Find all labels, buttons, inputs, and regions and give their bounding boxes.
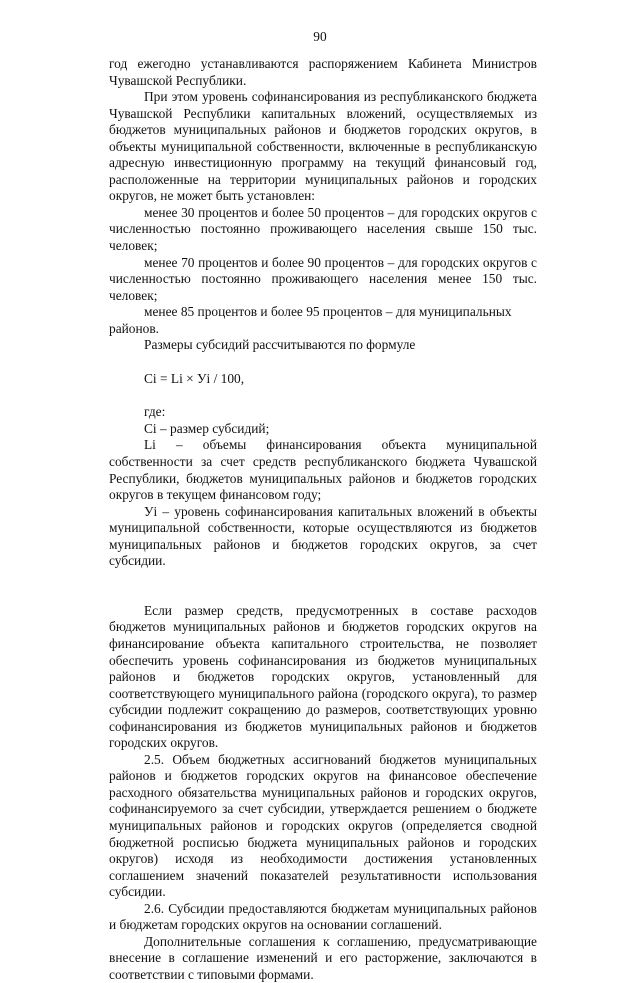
paragraph-limit-large-cities: менее 30 процентов и более 50 процентов – для городских округов с численностью постоянно проживающего населения свыше 150 тыс. человек; (109, 204, 537, 254)
page-number: 90 (313, 29, 327, 44)
where-label: где: (144, 404, 166, 420)
body-text (109, 56, 537, 983)
formula: Сi = Li × Уi / 100, (144, 370, 245, 386)
paragraph-limit-districts: менее 85 процентов и более 95 процентов – для муниципальных районов. (109, 304, 512, 336)
paragraph-reduction: Если размер средств, предусмотренных в составе расходов бюджетов муниципальных районов и бюджетов городских округов на финансирование объекта капитального строительства, не позволяет обеспечить уровень софинансирования из бюджетов муниципальных районов и бюджетов городских округов, установленный для соответствующего муниципального района (городского округа), то размер субсидии подлежит сокращению до размеров, соответствующих уровню софинансирования из бюджетов муниципальных районов и бюджетов городских округов. (109, 602, 537, 751)
paragraph-2-5: 2.5. Объем бюджетных ассигнований бюджетов муниципальных районов и бюджетов городских округов на финансовое обеспечение расходного обязательства муниципальных районов и городских округов, софинансируемого за счет субсидии, утверждается решением о бюджете муниципальных районов и городских округов (определяется сводной бюджетной росписью бюджета муниципальных районов и городских округов) исходя из необходимости достижения установленных соглашением значений показателей результативности использования субсидии. (109, 751, 537, 900)
paragraph-formula-intro: Размеры субсидий рассчитываются по формуле (144, 337, 416, 353)
paragraph-2-6: 2.6. Субсидии предоставляются бюджетам муниципальных районов и бюджетам городских округов на основании соглашений. (109, 900, 537, 933)
paragraph-continuation: год ежегодно устанавливаются распоряжением Кабинета Министров Чувашской Республики. (109, 56, 537, 88)
paragraph-cofinancing-level: При этом уровень софинансирования из республиканского бюджета Чувашской Республики капитальных вложений, осуществляемых из бюджетов муниципальных районов и бюджетов городских округов, в объекты муниципальной собственности, включенные в республиканскую адресную инвестиционную программу на текущий финансовый год, расположенные на территории муниципальных районов и городских округов, не может быть установлен: (109, 89, 537, 204)
definition-ui: Уi – уровень софинансирования капитальных вложений в объекты муниципальной собственности, которые осуществляются из бюджетов муниципальных районов и бюджетов городских округов, за счет субсидии. (109, 503, 537, 569)
paragraph-additional-agreements: Дополнительные соглашения к соглашению, предусматривающие внесение в соглашение изменений и его расторжение, заключаются в соответствии с типовыми формами. (109, 933, 537, 982)
definition-li: Li – объемы финансирования объекта муниципальной собственности за счет средств республиканского бюджета Чувашской Республики, бюджетов муниципальных районов и бюджетов городских округов в текущем финансовом году; (109, 437, 537, 503)
paragraph-limit-small-cities: менее 70 процентов и более 90 процентов – для городских округов с численностью постоянно проживающего населения менее 150 тыс. человек; (109, 254, 537, 303)
definition-ci: Сi – размер субсидий; (144, 420, 270, 436)
